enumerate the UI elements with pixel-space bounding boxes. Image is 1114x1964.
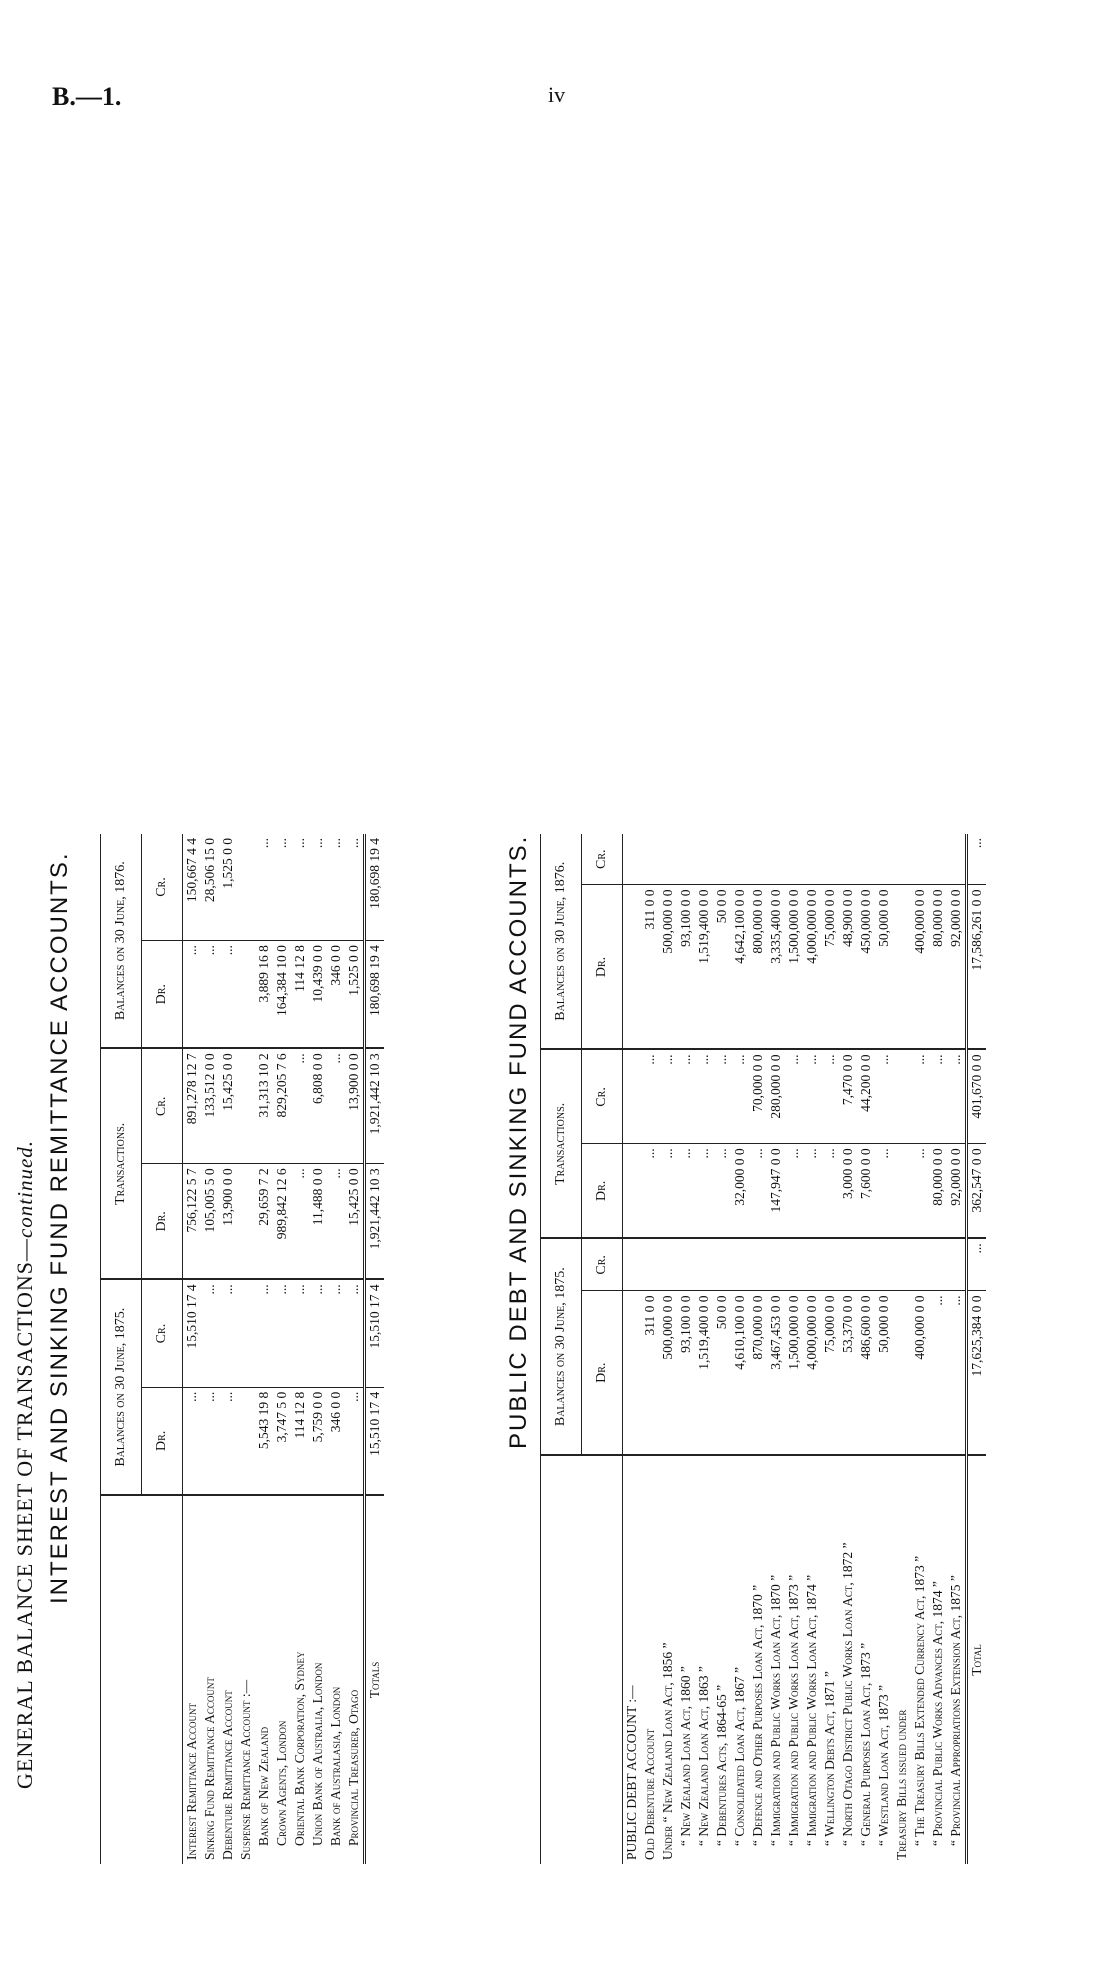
transactions-dr-cell: ...	[291, 1164, 309, 1280]
bal1875-dr-cell: 53,370 0 0	[839, 1291, 857, 1455]
dr-header: Dr.	[582, 885, 623, 1049]
cr-header: Cr.	[582, 1049, 623, 1143]
account-label: Old Debenture Account	[642, 1728, 657, 1860]
bal1875-cr-cell	[695, 1238, 713, 1291]
bal1875-cr-cell: ...	[327, 1279, 345, 1387]
transactions-dr-cell	[623, 1144, 642, 1238]
transactions-cr-cell: ...	[731, 1049, 749, 1143]
interest-remittance-table	[100, 834, 384, 1864]
bal1875-cr-cell	[237, 1279, 255, 1387]
account-label: Debenture Remittance Account	[220, 1690, 235, 1860]
account-label: Crown Agents, London	[274, 1720, 289, 1846]
table-row	[695, 834, 713, 1864]
bal1876-dr-cell: 4,000,000 0 0	[803, 885, 821, 1049]
account-label: Sinking Fund Remittance Account	[202, 1677, 217, 1860]
transactions-cr-cell: ...	[785, 1049, 803, 1143]
bal1876-cr-cell	[713, 834, 731, 885]
bal1876-dr-cell: 92,000 0 0	[947, 885, 967, 1049]
account-label: Bank of Australasia, London	[328, 1686, 343, 1846]
table-row	[875, 834, 893, 1864]
transactions-dr-cell: 11,488 0 0	[309, 1164, 327, 1280]
account-label: “ New Zealand Loan Act, 1863 ”	[696, 1666, 711, 1846]
total-bal1876-cr: ...	[967, 834, 987, 885]
bal1876-cr-cell: ...	[345, 834, 365, 941]
bal1876-dr-cell: 93,100 0 0	[677, 885, 695, 1049]
bal1876-dr-cell: 10,439 0 0	[309, 941, 327, 1049]
total-transactions-dr: 1,921,442 10 3	[365, 1164, 385, 1280]
table-row	[731, 834, 749, 1864]
account-label: Suspense Remittance Account :—	[238, 1679, 253, 1860]
account-label: “ Consolidated Loan Act, 1867 ”	[732, 1667, 747, 1846]
transactions-cr-cell: 891,278 12 7	[183, 1048, 202, 1164]
table-row	[713, 834, 731, 1864]
transactions-dr-cell: 15,425 0 0	[345, 1164, 365, 1280]
table-row	[659, 834, 677, 1864]
table-row	[767, 834, 785, 1864]
totals-label: Total	[967, 1455, 987, 1864]
transactions-cr-cell: ...	[327, 1048, 345, 1164]
account-label: “ The Treasury Bills Extended Currency Act, 1873 ”	[912, 1555, 927, 1846]
total-bal1875-cr: ...	[967, 1238, 987, 1291]
bal1876-dr-cell: 3,889 16 8	[255, 941, 273, 1049]
public-debt-table	[540, 834, 986, 1864]
table-row	[309, 834, 327, 1864]
account-label: Oriental Bank Corporation, Sydney	[292, 1651, 307, 1846]
bal1876-dr-cell: 1,519,400 0 0	[695, 885, 713, 1049]
bal1876-cr-cell	[659, 834, 677, 885]
cr-header: Cr.	[582, 834, 623, 885]
bal1876-dr-cell: ...	[201, 941, 219, 1049]
total-transactions-cr: 401,670 0 0	[967, 1049, 987, 1143]
table-row	[677, 834, 695, 1864]
bal1876-cr-cell	[911, 834, 929, 885]
transactions-dr-cell: 105,005 5 0	[201, 1164, 219, 1280]
table-row	[641, 834, 659, 1864]
table-row	[839, 834, 857, 1864]
bal1876-dr-cell: 346 0 0	[327, 941, 345, 1049]
bal1876-cr-cell	[641, 834, 659, 885]
bal1875-dr-cell: 4,000,000 0 0	[803, 1291, 821, 1455]
bal1876-cr-cell	[893, 834, 911, 885]
transactions-cr-cell: 70,000 0 0	[749, 1049, 767, 1143]
transactions-cr-cell: 7,470 0 0	[839, 1049, 857, 1143]
bal1875-cr-cell	[623, 1238, 642, 1291]
transactions-dr-cell: ...	[803, 1144, 821, 1238]
table-row	[219, 834, 237, 1864]
transactions-cr-cell: 44,200 0 0	[857, 1049, 875, 1143]
bal1875-header: Balances on 30 June, 1875.	[101, 1279, 142, 1495]
bal1875-cr-cell: ...	[255, 1279, 273, 1387]
transactions-dr-cell: ...	[641, 1144, 659, 1238]
bal1875-cr-cell	[767, 1238, 785, 1291]
dr-header: Dr.	[142, 941, 183, 1049]
transactions-cr-cell: 13,900 0 0	[345, 1048, 365, 1164]
bal1875-cr-cell: ...	[201, 1279, 219, 1387]
sheet-title	[12, 1140, 38, 1789]
bal1875-cr-cell: ...	[345, 1279, 365, 1387]
bal1876-dr-cell: ...	[219, 941, 237, 1049]
account-label: “ Wellington Debts Act, 1871 ”	[822, 1671, 837, 1846]
bal1876-dr-cell	[893, 885, 911, 1049]
bal1875-dr-cell: 5,543 19 8	[255, 1387, 273, 1495]
account-label: “ Defence and Other Purposes Loan Act, 1870 ”	[750, 1584, 765, 1846]
total-bal1875-dr: 17,625,384 0 0	[967, 1291, 987, 1455]
bal1875-dr-cell: 870,000 0 0	[749, 1291, 767, 1455]
bal1876-cr-cell	[785, 834, 803, 885]
transactions-dr-cell: 756,122 5 7	[183, 1164, 202, 1280]
table-row	[803, 834, 821, 1864]
total-bal1875-cr: 15,510 17 4	[365, 1279, 385, 1387]
bal1875-cr-cell	[659, 1238, 677, 1291]
page-number: iv	[548, 82, 566, 107]
account-label: “ Immigration and Public Works Loan Act, 1874 ”	[804, 1574, 819, 1846]
transactions-dr-cell: ...	[327, 1164, 345, 1280]
account-label: “ Provincial Public Works Advances Act, 1874 ”	[930, 1581, 945, 1846]
bal1876-header: Balances on 30 June, 1876.	[541, 834, 582, 1049]
bal1876-cr-cell	[749, 834, 767, 885]
account-label: “ Immigration and Public Works Loan Act, 1870 ”	[768, 1574, 783, 1846]
bal1876-cr-cell: ...	[327, 834, 345, 941]
bal1875-cr-cell	[893, 1238, 911, 1291]
transactions-dr-cell: 989,842 12 6	[273, 1164, 291, 1280]
bal1876-header: Balances on 30 June, 1876.	[101, 834, 142, 1048]
bal1876-cr-cell: ...	[255, 834, 273, 941]
transactions-dr-cell: 13,900 0 0	[219, 1164, 237, 1280]
transactions-dr-cell: ...	[749, 1144, 767, 1238]
account-label: Union Bank of Australia, London	[310, 1662, 325, 1846]
bal1875-dr-cell: 50 0 0	[713, 1291, 731, 1455]
bal1875-cr-cell	[875, 1238, 893, 1291]
dr-header: Dr.	[582, 1144, 623, 1238]
bal1876-cr-cell: 1,525 0 0	[219, 834, 237, 941]
transactions-dr-cell: 92,000 0 0	[947, 1144, 967, 1238]
bal1875-dr-cell: ...	[929, 1291, 947, 1455]
account-label: Under “ New Zealand Loan Act, 1856 ”	[660, 1642, 675, 1860]
table-row	[893, 834, 911, 1864]
transactions-header: Transactions.	[541, 1049, 582, 1238]
bal1875-cr-cell: ...	[219, 1279, 237, 1387]
transactions-cr-cell: 280,000 0 0	[767, 1049, 785, 1143]
bal1876-dr-cell: 311 0 0	[641, 885, 659, 1049]
account-label: “ Provincial Appropriations Extension Act, 1875 ”	[948, 1575, 963, 1846]
transactions-cr-cell: ...	[911, 1049, 929, 1143]
bal1875-cr-cell	[785, 1238, 803, 1291]
cr-header: Cr.	[142, 1048, 183, 1164]
bal1875-cr-cell	[821, 1238, 839, 1291]
bal1875-cr-cell	[803, 1238, 821, 1291]
bal1875-header: Balances on 30 June, 1875.	[541, 1238, 582, 1455]
bal1876-cr-cell	[623, 834, 642, 885]
account-label: “ North Otago District Public Works Loan Act, 1872 ”	[840, 1542, 855, 1846]
transactions-dr-cell: ...	[785, 1144, 803, 1238]
bal1875-cr-cell	[857, 1238, 875, 1291]
bal1875-dr-cell: 1,519,400 0 0	[695, 1291, 713, 1455]
transactions-cr-cell: ...	[929, 1049, 947, 1143]
bal1876-cr-cell	[839, 834, 857, 885]
table-row	[911, 834, 929, 1864]
bal1875-dr-cell: 3,747 5 0	[273, 1387, 291, 1495]
bal1875-cr-cell	[947, 1238, 967, 1291]
account-label: Treasury Bills issued under	[894, 1709, 909, 1860]
table-row	[237, 834, 255, 1864]
transactions-dr-cell: 80,000 0 0	[929, 1144, 947, 1238]
bal1876-dr-cell: 800,000 0 0	[749, 885, 767, 1049]
sheet-title-main: GENERAL BALANCE SHEET OF TRANSACTIONS—	[12, 1238, 37, 1789]
total-bal1876-cr: 180,698 19 4	[365, 834, 385, 941]
bal1875-cr-cell	[641, 1238, 659, 1291]
transactions-cr-cell: 31,313 10 2	[255, 1048, 273, 1164]
bal1875-dr-cell: ...	[201, 1387, 219, 1495]
bal1876-cr-cell	[929, 834, 947, 885]
account-label: “ Debentures Acts, 1864-65 ”	[714, 1684, 729, 1846]
bal1875-dr-cell: 346 0 0	[327, 1387, 345, 1495]
transactions-cr-cell: ...	[659, 1049, 677, 1143]
total-bal1876-dr: 180,698 19 4	[365, 941, 385, 1049]
bal1875-cr-cell	[749, 1238, 767, 1291]
transactions-dr-cell: 7,600 0 0	[857, 1144, 875, 1238]
transactions-cr-cell: 6,808 0 0	[309, 1048, 327, 1164]
transactions-dr-cell: ...	[677, 1144, 695, 1238]
total-bal1876-dr: 17,586,261 0 0	[967, 885, 987, 1049]
transactions-dr-cell: 32,000 0 0	[731, 1144, 749, 1238]
bal1875-dr-cell	[893, 1291, 911, 1455]
table-row	[623, 834, 642, 1864]
bal1876-cr-cell: ...	[309, 834, 327, 941]
bal1876-cr-cell	[677, 834, 695, 885]
table-row	[291, 834, 309, 1864]
bal1875-dr-cell: 500,000 0 0	[659, 1291, 677, 1455]
transactions-header: Transactions.	[101, 1048, 142, 1279]
transactions-cr-cell: ...	[803, 1049, 821, 1143]
account-label: “ Westland Loan Act, 1873 ”	[876, 1685, 891, 1846]
section-title-interest: INTEREST AND SINKING FUND REMITTANCE ACCOUNTS.	[46, 851, 73, 1604]
bal1876-dr-cell	[623, 885, 642, 1049]
bal1876-dr-cell: 50,000 0 0	[875, 885, 893, 1049]
bal1876-dr-cell: 450,000 0 0	[857, 885, 875, 1049]
account-label: PUBLIC DEBT ACCOUNT :—	[624, 1685, 639, 1860]
bal1876-cr-cell	[695, 834, 713, 885]
bal1875-dr-cell: ...	[219, 1387, 237, 1495]
dr-header: Dr.	[142, 1387, 183, 1495]
transactions-dr-cell: ...	[695, 1144, 713, 1238]
transactions-cr-cell	[237, 1048, 255, 1164]
transactions-cr-cell: ...	[947, 1049, 967, 1143]
account-label: “ General Purposes Loan Act, 1873 ”	[858, 1642, 873, 1846]
totals-label: Totals	[365, 1495, 385, 1864]
bal1875-dr-cell: 1,500,000 0 0	[785, 1291, 803, 1455]
bal1875-dr-cell	[237, 1387, 255, 1495]
bal1875-dr-cell: 3,467,453 0 0	[767, 1291, 785, 1455]
bal1875-dr-cell: 114 12 8	[291, 1387, 309, 1495]
table-row	[201, 834, 219, 1864]
account-label: Bank of New Zealand	[256, 1726, 271, 1846]
bal1875-dr-cell: 400,000 0 0	[911, 1291, 929, 1455]
transactions-cr-cell: ...	[875, 1049, 893, 1143]
bal1876-dr-cell	[237, 941, 255, 1049]
totals-row	[365, 834, 385, 1864]
section-title-public-debt: PUBLIC DEBT AND SINKING FUND ACCOUNTS.	[505, 834, 532, 1449]
transactions-dr-cell: ...	[821, 1144, 839, 1238]
table-row	[929, 834, 947, 1864]
transactions-cr-cell	[623, 1049, 642, 1143]
account-column-header	[541, 1455, 623, 1864]
bal1876-dr-cell: ...	[183, 941, 202, 1049]
transactions-cr-cell: ...	[713, 1049, 731, 1143]
transactions-cr-cell: 133,512 0 0	[201, 1048, 219, 1164]
table-row	[183, 834, 202, 1864]
cr-header: Cr.	[142, 1279, 183, 1387]
sheet-title-continued: continued.	[13, 1139, 37, 1239]
transactions-cr-cell: 15,425 0 0	[219, 1048, 237, 1164]
bal1876-cr-cell: ...	[291, 834, 309, 941]
total-transactions-cr: 1,921,442 10 3	[365, 1048, 385, 1164]
transactions-dr-cell: ...	[713, 1144, 731, 1238]
bal1876-cr-cell	[803, 834, 821, 885]
bal1875-dr-cell: 311 0 0	[641, 1291, 659, 1455]
bal1875-cr-cell: ...	[309, 1279, 327, 1387]
bal1876-cr-cell: ...	[273, 834, 291, 941]
bal1876-dr-cell: 3,335,400 0 0	[767, 885, 785, 1049]
transactions-dr-cell: 147,947 0 0	[767, 1144, 785, 1238]
table-row	[785, 834, 803, 1864]
totals-row	[967, 834, 987, 1864]
bal1876-dr-cell: 164,384 10 0	[273, 941, 291, 1049]
bal1876-cr-cell	[731, 834, 749, 885]
bal1875-dr-cell: ...	[183, 1387, 202, 1495]
bal1875-cr-cell	[731, 1238, 749, 1291]
cr-header: Cr.	[142, 834, 183, 941]
bal1876-dr-cell: 1,525 0 0	[345, 941, 365, 1049]
bal1875-dr-cell: 50,000 0 0	[875, 1291, 893, 1455]
table-row	[857, 834, 875, 1864]
bal1876-cr-cell	[857, 834, 875, 885]
bal1876-cr-cell: 28,506 15 0	[201, 834, 219, 941]
table-row	[947, 834, 967, 1864]
account-label: Provincial Treasurer, Otago	[346, 1689, 361, 1846]
bal1876-dr-cell: 500,000 0 0	[659, 885, 677, 1049]
dr-header: Dr.	[142, 1164, 183, 1280]
bal1876-dr-cell: 114 12 8	[291, 941, 309, 1049]
dr-header: Dr.	[582, 1291, 623, 1455]
bal1875-dr-cell: 75,000 0 0	[821, 1291, 839, 1455]
transactions-dr-cell: 3,000 0 0	[839, 1144, 857, 1238]
transactions-cr-cell: ...	[641, 1049, 659, 1143]
transactions-cr-cell: ...	[695, 1049, 713, 1143]
bal1876-cr-cell	[947, 834, 967, 885]
transactions-dr-cell	[237, 1164, 255, 1280]
bal1876-dr-cell: 75,000 0 0	[821, 885, 839, 1049]
transactions-cr-cell: ...	[291, 1048, 309, 1164]
bal1876-cr-cell	[821, 834, 839, 885]
account-label: “ Immigration and Public Works Loan Act, 1873 ”	[786, 1574, 801, 1846]
bal1876-cr-cell	[767, 834, 785, 885]
transactions-dr-cell: ...	[659, 1144, 677, 1238]
bal1876-dr-cell: 48,900 0 0	[839, 885, 857, 1049]
bal1875-dr-cell: ...	[947, 1291, 967, 1455]
bal1876-cr-cell	[237, 834, 255, 941]
table-row	[345, 834, 365, 1864]
bal1876-dr-cell: 80,000 0 0	[929, 885, 947, 1049]
bal1876-dr-cell: 50 0 0	[713, 885, 731, 1049]
bal1875-cr-cell	[839, 1238, 857, 1291]
bal1875-cr-cell	[713, 1238, 731, 1291]
transactions-dr-cell: ...	[875, 1144, 893, 1238]
bal1875-dr-cell: ...	[345, 1387, 365, 1495]
total-transactions-dr: 362,547 0 0	[967, 1144, 987, 1238]
bal1875-cr-cell: ...	[273, 1279, 291, 1387]
bal1875-dr-cell: 5,759 0 0	[309, 1387, 327, 1495]
page-reference: B.—1.	[52, 82, 122, 111]
total-bal1875-dr: 15,510 17 4	[365, 1387, 385, 1495]
bal1875-cr-cell	[929, 1238, 947, 1291]
bal1875-cr-cell: 15,510 17 4	[183, 1279, 202, 1387]
bal1875-dr-cell: 93,100 0 0	[677, 1291, 695, 1455]
bal1876-dr-cell: 4,642,100 0 0	[731, 885, 749, 1049]
transactions-cr-cell	[893, 1049, 911, 1143]
cr-header: Cr.	[582, 1238, 623, 1291]
bal1875-dr-cell: 486,600 0 0	[857, 1291, 875, 1455]
table-row	[255, 834, 273, 1864]
transactions-dr-cell	[893, 1144, 911, 1238]
table-row	[327, 834, 345, 1864]
transactions-dr-cell: ...	[911, 1144, 929, 1238]
bal1875-cr-cell	[911, 1238, 929, 1291]
bal1875-cr-cell	[677, 1238, 695, 1291]
bal1876-dr-cell: 1,500,000 0 0	[785, 885, 803, 1049]
transactions-dr-cell: 29,659 7 2	[255, 1164, 273, 1280]
table-row	[821, 834, 839, 1864]
table-row	[273, 834, 291, 1864]
account-column-header	[101, 1495, 183, 1864]
bal1875-dr-cell: 4,610,100 0 0	[731, 1291, 749, 1455]
bal1875-cr-cell: ...	[291, 1279, 309, 1387]
account-label: “ New Zealand Loan Act, 1860 ”	[678, 1666, 693, 1846]
bal1876-dr-cell: 400,000 0 0	[911, 885, 929, 1049]
transactions-cr-cell: ...	[677, 1049, 695, 1143]
transactions-cr-cell: 829,205 7 6	[273, 1048, 291, 1164]
transactions-cr-cell: ...	[821, 1049, 839, 1143]
bal1875-dr-cell	[623, 1291, 642, 1455]
table-row	[749, 834, 767, 1864]
bal1876-cr-cell: 150,667 4 4	[183, 834, 202, 941]
bal1876-cr-cell	[875, 834, 893, 885]
account-label: Interest Remittance Account	[184, 1702, 199, 1860]
